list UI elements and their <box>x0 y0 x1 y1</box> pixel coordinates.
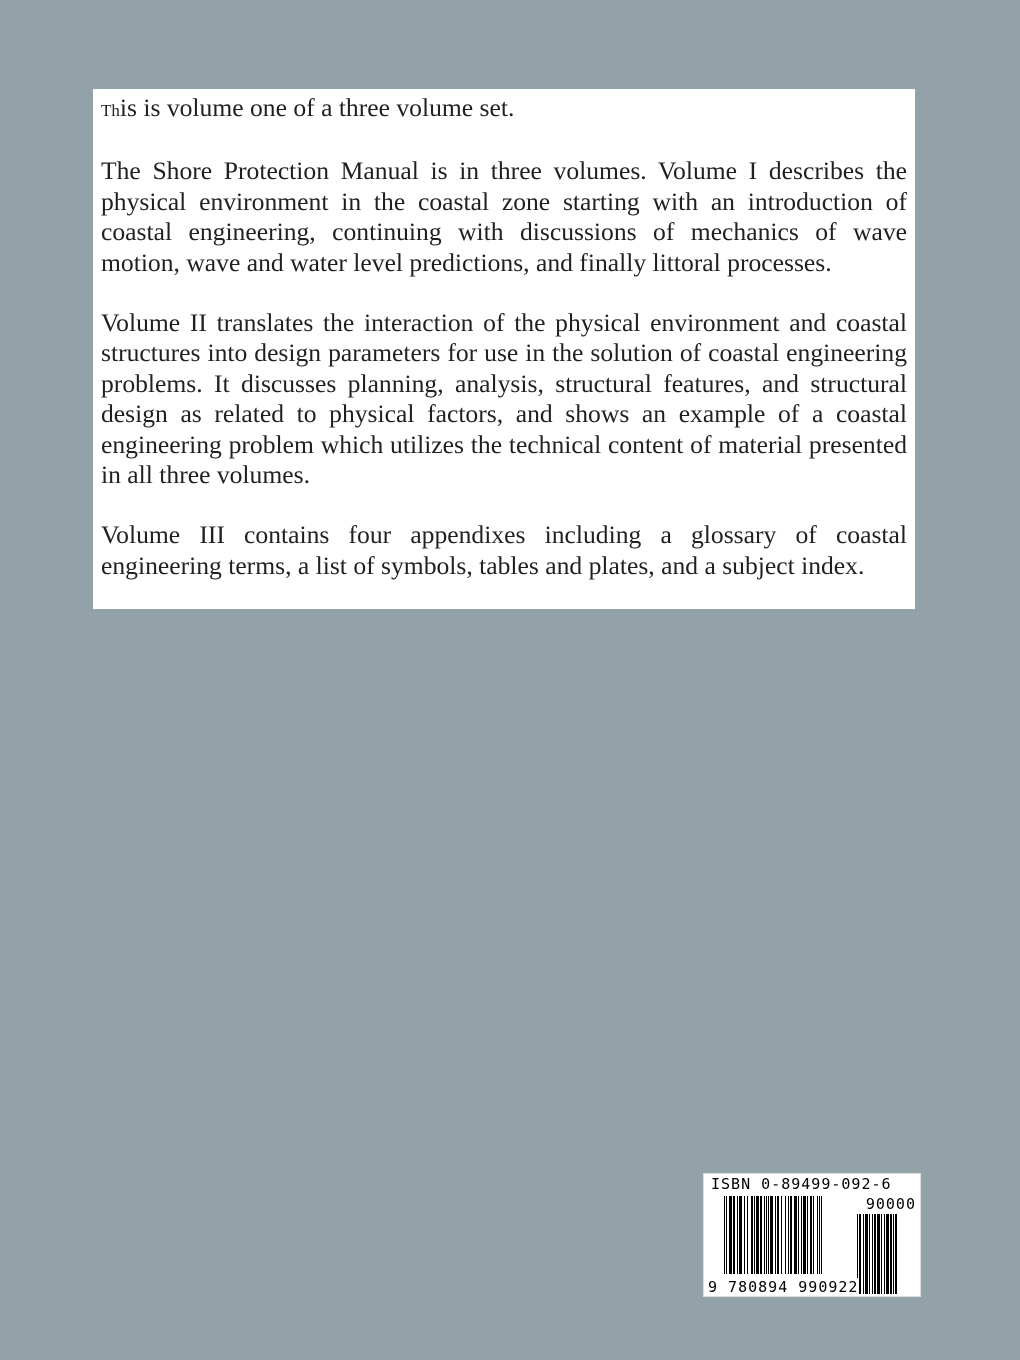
barcode-addon-number: 90000 <box>865 1195 916 1213</box>
isbn-label: ISBN 0-89499-092-6 <box>711 1175 892 1193</box>
barcode-ean-number: 9 780894 990922 <box>708 1278 859 1296</box>
volume-two-paragraph: Volume II translates the interaction of the physical environment and coastal structures into design parameters for use in the solution of coastal engineering problems. It discusses planning, analysis, structural features, and structural design as related to physical factors, and shows an example of a coastal engineering problem which utilizes the technical content of material presented in all three volumes. <box>101 308 907 490</box>
intro-text: is is volume one of a three volume set. <box>119 93 515 122</box>
intro-prefix: Th <box>101 101 120 120</box>
isbn-barcode <box>703 1173 921 1297</box>
description-panel <box>93 89 915 609</box>
volume-one-paragraph: The Shore Protection Manual is in three volumes. Volume I describes the physical environment in the coastal zone starting with an introduction of coastal engineering, continuing with discussions of mechanics of wave motion, wave and water level predictions, and finally littoral processes. <box>101 156 907 277</box>
intro-paragraph <box>101 93 907 126</box>
volume-three-paragraph: Volume III contains four appendixes including a glossary of coastal engineering terms, a list of symbols, tables and plates, and a subject index. <box>101 520 907 580</box>
barcode-addon-bars-icon <box>857 1214 917 1294</box>
